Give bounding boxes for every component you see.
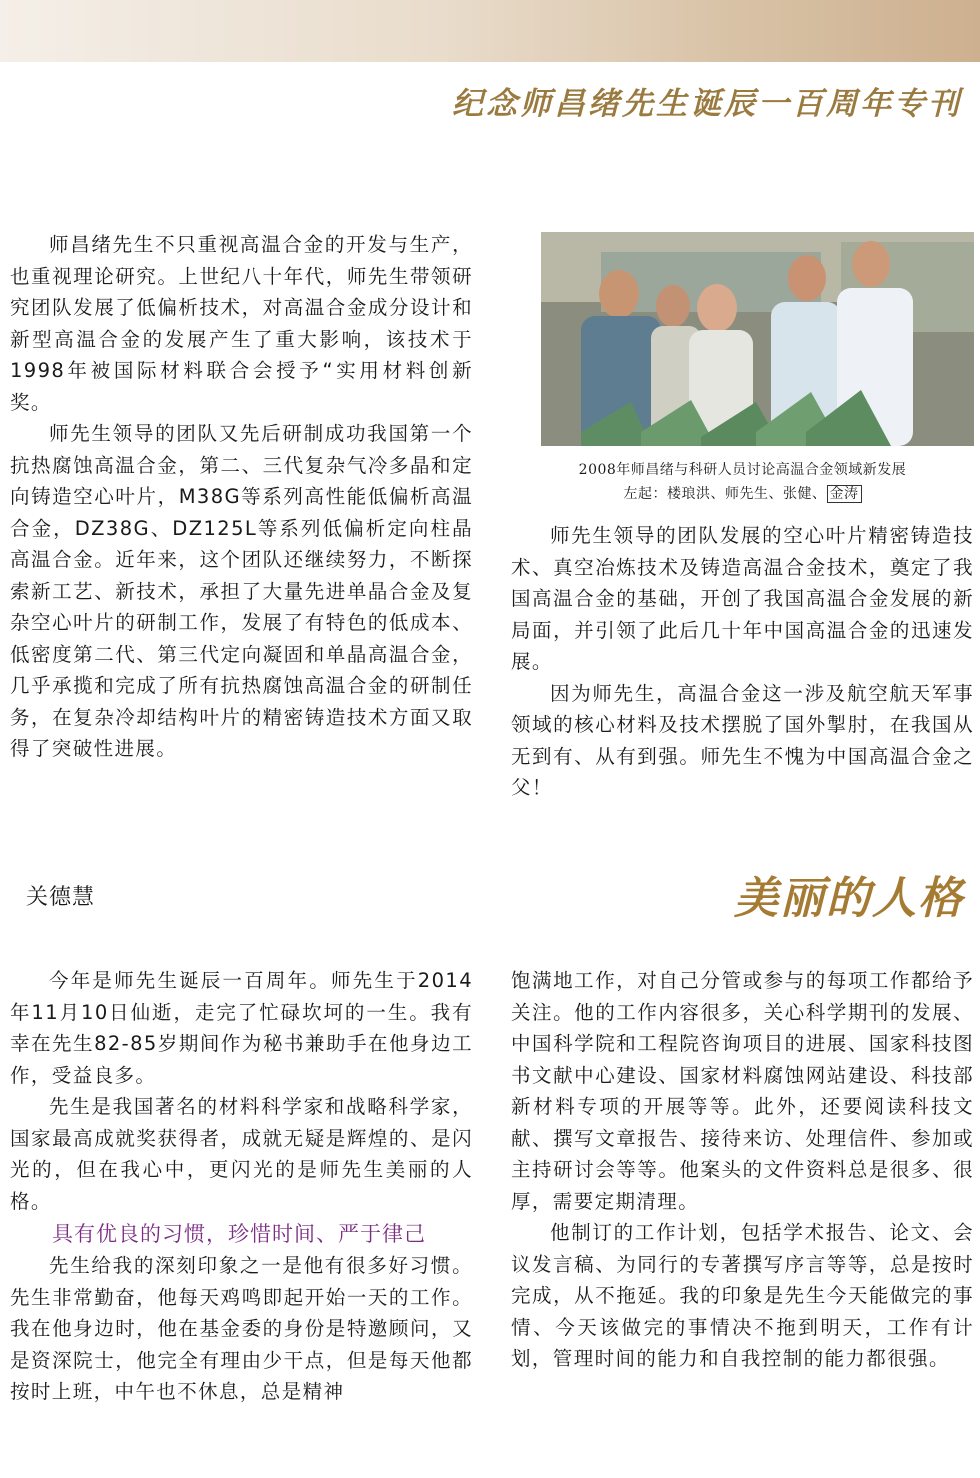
- paragraph: 师先生领导的团队发展的空心叶片精密铸造技术、真空冶炼技术及铸造高温合金技术，奠定了我国高温合金的基础，开创了我国高温合金发展的新局面，并引领了此后几十年中国高温合金的迅速发展。: [511, 524, 974, 673]
- photo-researchers: [541, 232, 974, 446]
- caption-line-2: [511, 482, 974, 506]
- paragraph: 师昌绪先生不只重视高温合金的开发与生产，也重视理论研究。上世纪八十年代，师先生带领研究团队发展了低偏析技术，对高温合金成分设计和新型高温合金的发展产生了重大影响，该技术于1998年被国际材料联合会授予“实用材料创新奖。: [10, 233, 473, 414]
- article1-column-right: [511, 520, 974, 804]
- caption-boxed-name: 金涛: [827, 485, 862, 503]
- article2-column-right: [511, 965, 974, 1375]
- article2-column-left: [10, 965, 473, 1408]
- paragraph: 师先生领导的团队又先后研制成功我国第一个抗热腐蚀高温合金，第二、三代复杂气冷多晶和定向铸造空心叶片，M38G等系列高性能低偏析高温合金，DZ38G、DZ125L等系列低偏析定向柱晶高温合金。近年来，这个团队还继续努力，不断探索新工艺、新技术，承担了大量先进单晶合金及复杂空心叶片的研制工作，发展了有特色的低成本、低密度第二代、第三代定向凝固和单晶高温合金，几乎承揽和完成了所有抗热腐蚀高温合金的研制任务，在复杂冷却结构叶片的精密铸造技术方面又取得了突破性进展。: [10, 422, 473, 760]
- caption-people: 左起：楼琅洪、师先生、张健、: [623, 486, 827, 502]
- paragraph: 先生是我国著名的材料科学家和战略科学家，国家最高成就奖获得者，成就无疑是辉煌的、是闪光的，但在我心中，更闪光的是师先生美丽的人格。: [10, 1095, 473, 1213]
- header-band: [0, 0, 980, 62]
- photo-caption: [511, 458, 974, 506]
- section-subheading: 具有优良的习惯，珍惜时间、严于律己: [52, 1222, 426, 1246]
- article-title: 美丽的人格: [734, 873, 964, 924]
- series-title: 纪念师昌绪先生诞辰一百周年专刊: [452, 86, 962, 122]
- caption-line-1: 2008年师昌绪与科研人员讨论高温合金领域新发展: [578, 462, 907, 478]
- article-author: 关德慧: [26, 885, 96, 910]
- paragraph: 今年是师先生诞辰一百周年。师先生于2014年11月10日仙逝，走完了忙碌坎坷的一生。我有幸在先生82-85岁期间作为秘书兼助手在他身边工作，受益良多。: [10, 969, 473, 1087]
- paragraph: 因为师先生，高温合金这一涉及航空航天军事领域的核心材料及技术摆脱了国外掣肘，在我国从无到有、从有到强。师先生不愧为中国高温合金之父！: [511, 681, 974, 799]
- paragraph: 先生给我的深刻印象之一是他有很多好习惯。先生非常勤奋，他每天鸡鸣即起开始一天的工作。我在他身边时，他在基金委的身份是特邀顾问，又是资深院士，他完全有理由少干点，但是每天他都按时上班，中午也不休息，总是精神: [10, 1254, 473, 1403]
- paragraph: 他制订的工作计划，包括学术报告、论文、会议发言稿、为同行的专著撰写序言等等，总是按时完成，从不拖延。我的印象是先生今天能做完的事情、今天该做完的事情决不拖到明天，工作有计划，管理时间的能力和自我控制的能力都很强。: [511, 1221, 974, 1370]
- paragraph-continuation: 饱满地工作，对自己分管或参与的每项工作都给予关注。他的工作内容很多，关心科学期刊的发展、中国科学院和工程院咨询项目的进展、国家科技图书文献中心建设、国家材料腐蚀网站建设、科技部新材料专项的开展等等。此外，还要阅读科技文献、撰写文章报告、接待来访、处理信件、参加或主持研讨会等等。他案头的文件资料总是很多、很厚，需要定期清理。: [511, 969, 974, 1213]
- article1-column-left: [10, 229, 473, 765]
